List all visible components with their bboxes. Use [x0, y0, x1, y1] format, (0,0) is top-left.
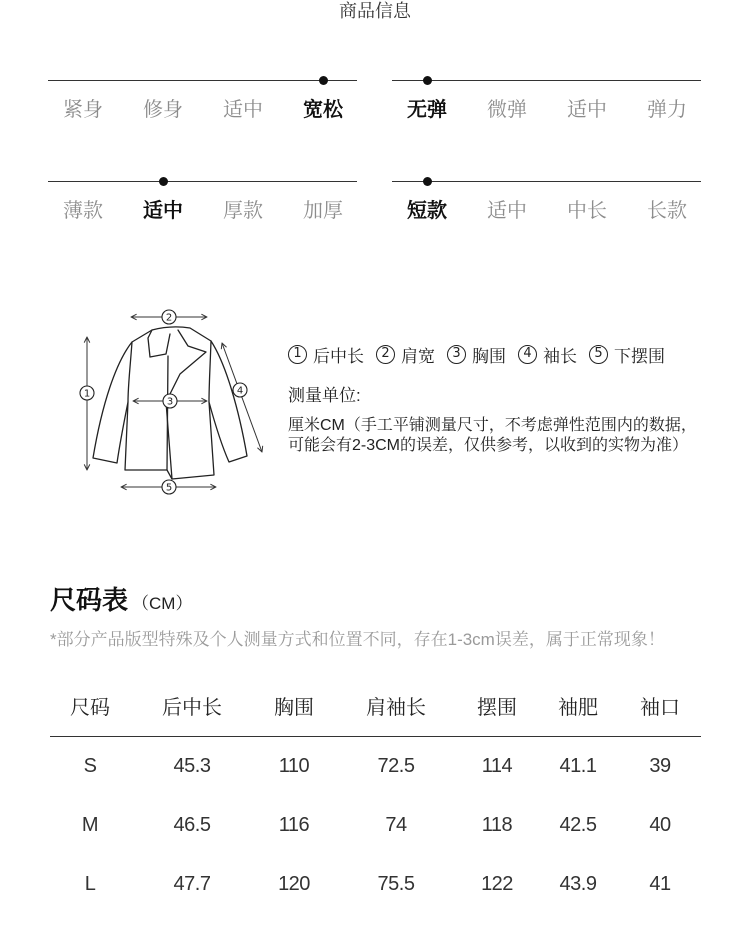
- length-option: 适中: [487, 200, 527, 222]
- length-scale: [392, 181, 701, 231]
- legend-item-sleeve: [518, 342, 577, 367]
- size-table-unit: （CM）: [132, 594, 193, 613]
- elasticity-option: 弹力: [647, 99, 687, 121]
- table-cell: 72.5: [377, 755, 415, 777]
- column-header: 摆围: [477, 697, 517, 719]
- table-cell: M: [81, 814, 99, 836]
- legend-item-chest: [447, 342, 506, 367]
- legend-number-badge: 2: [376, 345, 395, 364]
- legend-label: 胸围: [472, 346, 506, 366]
- scale-indicator-dot: [159, 177, 168, 186]
- thickness-option: 加厚: [303, 200, 343, 222]
- scale-indicator-dot: [423, 76, 432, 85]
- scale-track: [392, 181, 701, 182]
- measurement-legend: [288, 344, 665, 364]
- header-divider: [50, 736, 701, 737]
- scale-indicator-dot: [423, 177, 432, 186]
- thickness-option: 厚款: [223, 200, 263, 222]
- table-cell: 43.9: [559, 873, 597, 895]
- scale-indicator-dot: [319, 76, 328, 85]
- right-lapel: [166, 330, 206, 402]
- table-cell: 39: [649, 755, 671, 777]
- sleeve-measure-arrow: [222, 343, 262, 452]
- table-cell: 75.5: [377, 873, 415, 895]
- legend-item-back-length: [288, 342, 364, 367]
- legend-label: 下摆围: [614, 346, 665, 366]
- table-row: [50, 869, 700, 899]
- size-table-header: [50, 693, 700, 723]
- table-row: [50, 751, 700, 781]
- table-cell: 42.5: [559, 814, 597, 836]
- fit-option: 适中: [223, 99, 263, 121]
- column-header: 后中长: [162, 697, 222, 719]
- size-table-disclaimer: *部分产品版型特殊及个人测量方式和位置不同，存在1-3cm误差，属于正常现象！: [50, 630, 665, 649]
- marker-number-2: 2: [165, 312, 173, 324]
- fit-scale: [48, 80, 357, 130]
- marker-number-3: 3: [166, 396, 174, 408]
- size-table-title: 尺码表: [50, 585, 129, 615]
- table-cell: 46.5: [173, 814, 211, 836]
- legend-number-badge: 1: [288, 345, 307, 364]
- section-title: 商品信息: [339, 1, 411, 21]
- measurement-unit-note: 厘米CM（手工平铺测量尺寸，不考虑弹性范围内的数据，: [288, 417, 697, 434]
- marker-number-5: 5: [165, 482, 173, 494]
- legend-number-badge: 3: [447, 345, 466, 364]
- table-cell: 120: [278, 873, 310, 895]
- thickness-option: 薄款: [63, 200, 103, 222]
- elasticity-option: 适中: [567, 99, 607, 121]
- marker-number-1: 1: [83, 388, 91, 400]
- table-cell: S: [83, 755, 97, 777]
- table-cell: 122: [481, 873, 513, 895]
- table-cell: 110: [278, 755, 310, 777]
- measurement-unit-note: 可能会有2-3CM的误差，仅供参考，以收到的实物为准）: [288, 437, 689, 454]
- elasticity-option: 微弹: [487, 99, 527, 121]
- scale-track: [48, 80, 357, 81]
- table-cell: 41: [649, 873, 671, 895]
- thickness-option: 适中: [143, 200, 183, 222]
- fit-option: 紧身: [63, 99, 103, 121]
- length-option: 长款: [647, 200, 687, 222]
- table-cell: 47.7: [173, 873, 211, 895]
- left-armhole-seam: [128, 342, 132, 402]
- column-header: 袖口: [640, 697, 680, 719]
- legend-item-shoulder: [376, 342, 435, 367]
- column-header: 袖肥: [558, 697, 598, 719]
- jacket-measurement-diagram: [0, 295, 290, 505]
- column-header: 尺码: [70, 697, 110, 719]
- right-armhole-seam: [209, 341, 211, 402]
- column-header: 肩袖长: [366, 697, 426, 719]
- elasticity-option: 无弹: [407, 99, 447, 121]
- measurement-unit-title: 测量单位:: [288, 386, 361, 405]
- length-option: 中长: [567, 200, 607, 222]
- legend-number-badge: 4: [518, 345, 537, 364]
- fit-option: 宽松: [303, 99, 343, 121]
- table-cell: 118: [481, 814, 513, 836]
- scale-track: [392, 80, 701, 81]
- left-lapel: [148, 330, 170, 357]
- table-cell: 74: [385, 814, 407, 836]
- elasticity-scale: [392, 80, 701, 130]
- legend-label: 袖长: [543, 346, 577, 366]
- legend-label: 肩宽: [401, 346, 435, 366]
- table-cell: 40: [649, 814, 671, 836]
- fit-option: 修身: [143, 99, 183, 121]
- scale-track: [48, 181, 357, 182]
- thickness-scale: [48, 181, 357, 231]
- table-cell: 114: [481, 755, 513, 777]
- length-option: 短款: [407, 200, 447, 222]
- table-cell: 116: [278, 814, 310, 836]
- marker-number-4: 4: [236, 385, 244, 397]
- table-cell: 45.3: [173, 755, 211, 777]
- table-row: [50, 810, 700, 840]
- legend-number-badge: 5: [589, 345, 608, 364]
- column-header: 胸围: [274, 697, 314, 719]
- legend-label: 后中长: [313, 346, 364, 366]
- size-table-heading: [50, 580, 192, 617]
- legend-item-hem: [589, 342, 665, 367]
- table-cell: L: [84, 873, 96, 895]
- table-cell: 41.1: [559, 755, 597, 777]
